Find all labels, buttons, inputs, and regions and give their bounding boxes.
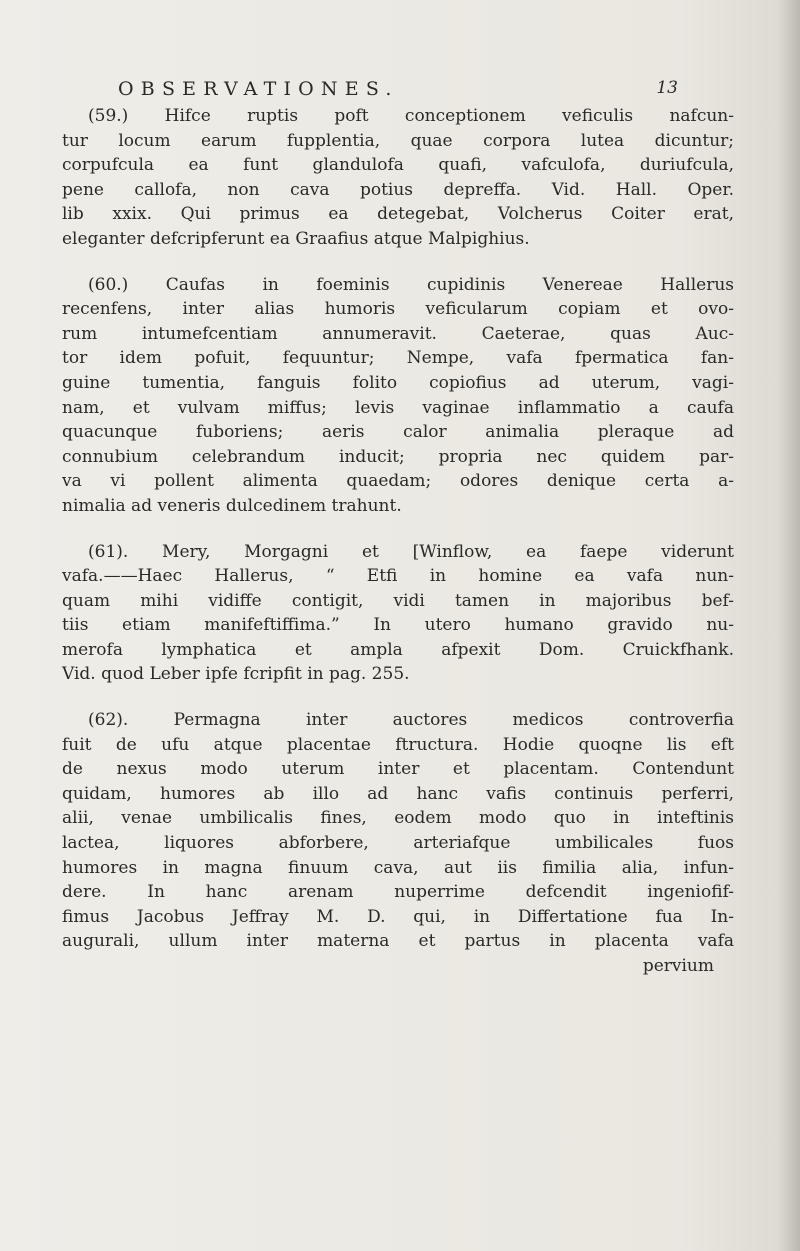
text-line: tor idem pofuit, fequuntur; Nempe, vafa fpermatica fan-	[62, 348, 734, 369]
text-line: quam mihi vidiffe contigit, vidi tamen in majoribus bef-	[62, 590, 734, 611]
text-line: lib xxix. Qui primus ea detegebat, Volcherus Coiter erat,	[62, 204, 734, 225]
text-line: pene callofa, non cava potius depreffa. Vid. Hall. Oper.	[62, 179, 734, 200]
text-line: tiis etiam manifeftiffima.” In utero humano gravido nu-	[62, 615, 734, 636]
text-line: connubium celebrandum inducit; propria nec quidem par-	[62, 446, 734, 467]
page-number: 13	[656, 78, 678, 98]
text-line: (60.) Caufas in foeminis cupidinis Venereae Hallerus	[88, 274, 734, 295]
text-line: tur locum earum fupplentia, quae corpora lutea dicuntur;	[62, 130, 734, 151]
text-line: lactea, liquores abforbere, arteriafque umbilicales fuos	[62, 833, 734, 854]
text-line: quacunque fuboriens; aeris calor animalia pleraque ad	[62, 422, 734, 443]
text-line: va vi pollent alimenta quaedam; odores denique certa a-	[62, 471, 734, 492]
text-line: dere. In hanc arenam nuperrime defcendit ingeniofif-	[62, 882, 734, 903]
text-line: fuit de ufu atque placentae ftructura. Hodie quoqne lis eft	[62, 734, 734, 755]
text-line: fimus Jacobus Jeffray M. D. qui, in Differtatione fua In-	[62, 906, 734, 927]
text-line: nimalia ad veneris dulcedinem trahunt.	[62, 495, 402, 516]
body-text	[62, 104, 734, 979]
text-line: recenfens, inter alias humoris veficularum copiam et ovo-	[62, 299, 734, 320]
text-line: vafa.——Haec Hallerus, “ Etfi in homine ea vafa nun-	[62, 566, 734, 587]
text-line: augurali, ullum inter materna et partus in placenta vafa	[62, 931, 734, 952]
text-line: (61). Mery, Morgagni et [Winflow, ea faepe viderunt	[88, 541, 734, 562]
text-line: merofa lymphatica et ampla afpexit Dom. Cruickfhank.	[62, 639, 734, 660]
paragraph-62	[62, 708, 734, 979]
text-line: alii, venae umbilicalis fines, eodem modo quo in inteftinis	[62, 808, 734, 829]
text-line: guine tumentia, fanguis folito copiofius ad uterum, vagi-	[62, 372, 734, 393]
text-line: corpufcula ea funt glandulofa quafi, vafculofa, duriufcula,	[62, 155, 734, 176]
text-line: humores in magna finuum cava, aut iis fimilia alia, infun-	[62, 857, 734, 878]
text-line: de nexus modo uterum inter et placentam. Contendunt	[62, 759, 734, 780]
page-edge-shadow	[778, 0, 800, 1251]
paragraph-60	[62, 273, 734, 519]
running-title: OBSERVATIONES.	[118, 78, 399, 100]
text-line: eleganter defcripferunt ea Graafius atque Malpighius.	[62, 228, 530, 249]
paragraph-59	[62, 104, 734, 252]
text-line: Vid. quod Leber ipfe fcripfit in pag. 255.	[62, 664, 410, 685]
text-line: (59.) Hifce ruptis poft conceptionem veficulis nafcun-	[88, 106, 734, 126]
text-line: quidam, humores ab illo ad hanc vafis continuis perferri,	[62, 783, 734, 804]
text-line: nam, et vulvam miffus; levis vaginae inflammatio a caufa	[62, 397, 734, 418]
paragraph-61	[62, 540, 734, 688]
catchword: pervium	[642, 956, 714, 976]
text-line: (62). Permagna inter auctores medicos controverfia	[88, 710, 734, 731]
text-line: rum intumefcentiam annumeravit. Caeterae, quas Auc-	[62, 323, 734, 344]
